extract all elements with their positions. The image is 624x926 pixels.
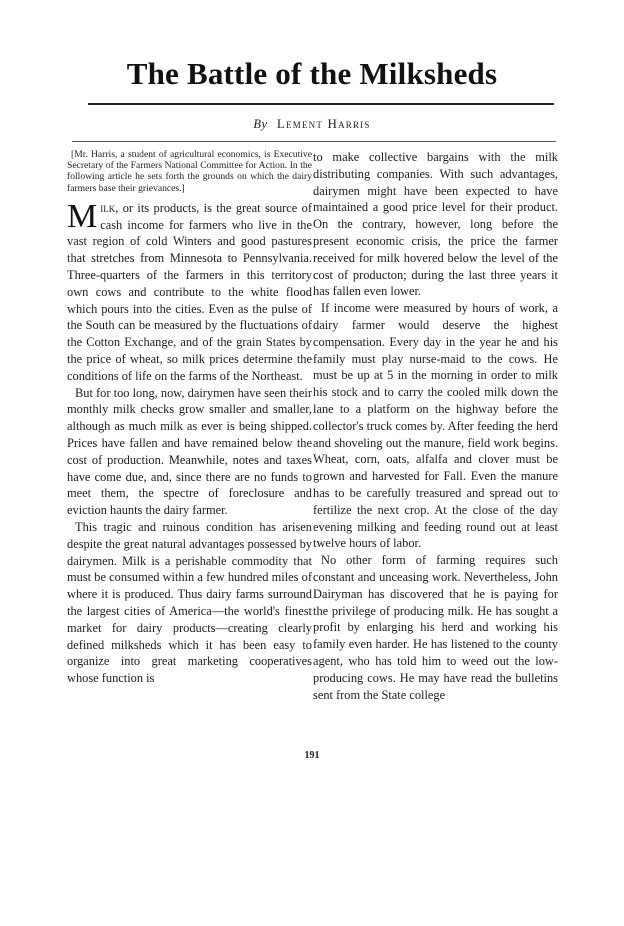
paragraph-2: But for too long, now, dairymen have seen their monthly milk checks grow smaller and smaller, although as much milk as ever is being shipped. Prices have fallen and have remained below the cost of production. Meanwhile, notes and taxes have come due, and, since there are no funds to meet them, the spectre of foreclosure and eviction haunts the dairy farmer. (67, 385, 312, 518)
author-name: Lement Harris (276, 116, 371, 131)
column-left (67, 149, 312, 687)
paragraph-1-text: or its products, is the great source of cash income for farmers who live in the vast region of cold Winters and good pastures that stretches from Minnesota to Pennsylvania. Three-quarters of the farmers in this territory own cows and contribute to the white flood which pours into the cities. Even as the pulse of the South can be measured by the fluctuations of the Cotton Exchange, and of the grain States by the price of wheat, so milk prices determine the conditions of life on the farms of the Northeast. (67, 200, 312, 383)
column-right (313, 149, 558, 703)
article-title: The Battle of the Milksheds (126, 56, 498, 91)
byline-prefix: By (253, 117, 268, 131)
paragraph-5: No other form of farming requires such constant and unceasing work. Nevertheless, John Dairyman has discovered that he is paying for the privilege of producing milk. He has sought a profit by enlarging his herd and working his family even harder. He has listened to the county agent, who has told him to weed out the low-producing cows. He may have read the bulletins sent from the State college (313, 553, 558, 702)
drop-cap: M (67, 197, 98, 235)
paragraph-4: If income were measured by hours of work, a dairy farmer would deserve the highest compensation. Every day in the year he and his family must play nurse-maid to the cows. He must be up at 5 in the morning in order to milk his stock and to carry the cooled milk down the lane to a platform on the highway before the collector's truck comes by. After feeding the herd and shoveling out the manure, field work begins. Wheat, corn, oats, alfalfa and clover must be grown and harvested for Fall. Even the manure has to be carefully treasured and spread out to fertilize the next crop. At the close of the day evening milking and feeding round out at least twelve hours of labor. (313, 301, 558, 551)
byline-rule (72, 141, 556, 142)
page-number: 191 (304, 750, 320, 761)
paragraph-1 (67, 197, 312, 385)
paragraph-3-continued: to make collective bargains with the milk distributing companies. With such advantages, dairymen might have been expected to have maintained a good price level for their product. On the contrary, however, long before the present economic crisis, the price the farmer received for milk hovered below the level of the cost of producton; during the last three years it has fallen even lower. (313, 150, 558, 299)
byline (0, 116, 624, 132)
first-word: ilk, (100, 200, 119, 215)
paragraph-3: This tragic and ruinous condition has arisen despite the great natural advantages possessed by dairymen. Milk is a perishable commodity that must be consumed within a few hundred miles of where it is produced. Thus dairy farms surround the largest cities of America—the world's finest market for dairy products—creating clearly defined milksheds which it has been easy to organize into great marketing cooperatives whose function is (67, 519, 312, 686)
title-rule (88, 103, 554, 105)
editor-note: [Mr. Harris, a student of agricultural economics, is Executive Secretary of the Farmers National Committee for Action. In the following article he sets forth the grounds on which the dairy farmers base their grievances.] (67, 149, 312, 194)
